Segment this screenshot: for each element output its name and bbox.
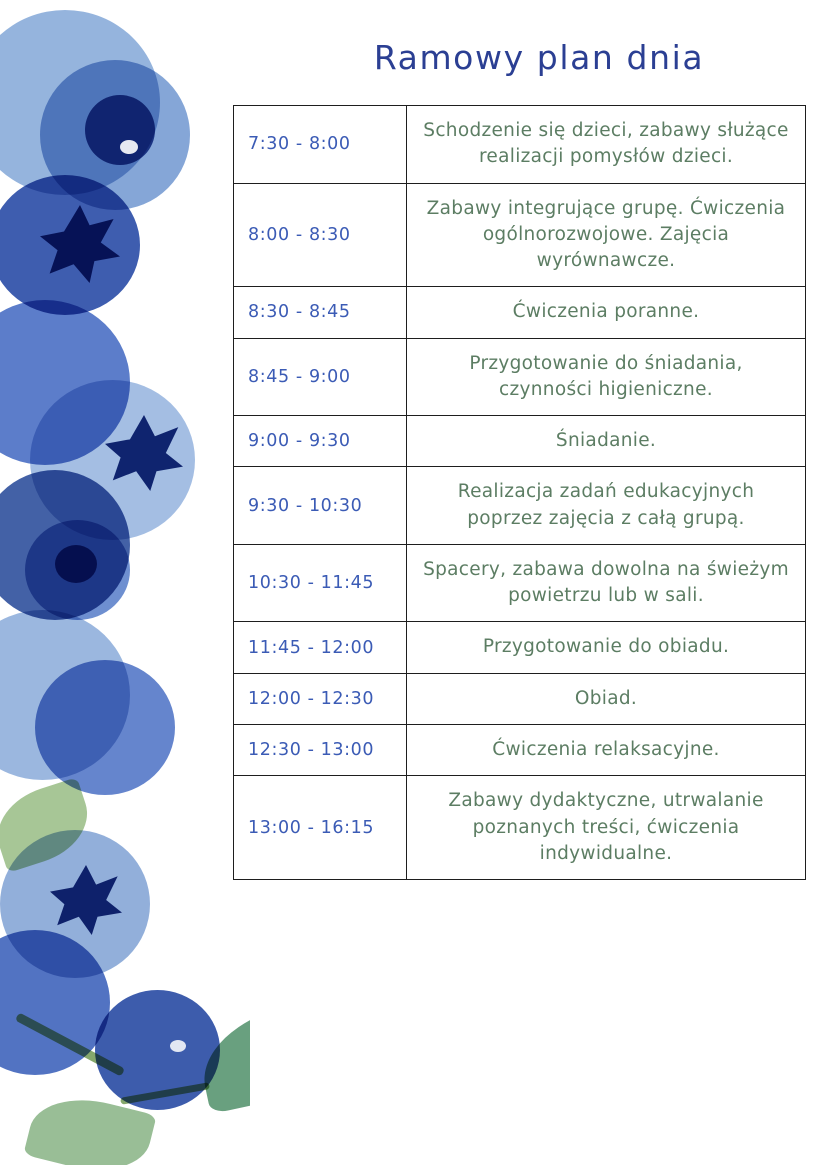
table-row (234, 673, 806, 724)
row-activity: Zabawy dydaktyczne, utrwalanie poznanych treści, ćwiczenia indywidualne. (407, 776, 806, 880)
leaf-green (23, 1087, 156, 1165)
row-activity: Zabawy integrujące grupę. Ćwiczenia ogólnorozwojowe. Zajęcia wyrównawcze. (407, 183, 806, 287)
row-activity: Spacery, zabawa dowolna na świeżym powietrzu lub w sali. (407, 544, 806, 622)
berry-dark (95, 990, 220, 1110)
table-row (234, 544, 806, 622)
leaf-green (0, 777, 98, 873)
berry-mid (35, 660, 175, 795)
table-row (234, 287, 806, 338)
berry-light (0, 830, 150, 978)
berry-highlight (120, 140, 138, 154)
daily-schedule-table (233, 105, 806, 880)
table-row (234, 724, 806, 775)
berry-dark (0, 470, 130, 620)
row-time: 12:00 - 12:30 (234, 673, 407, 724)
table-row (234, 416, 806, 467)
berry-light (30, 380, 195, 540)
stem (15, 1012, 125, 1076)
row-time: 8:00 - 8:30 (234, 183, 407, 287)
schedule-body (234, 106, 806, 880)
berry-mid (0, 300, 130, 465)
row-activity: Ćwiczenia poranne. (407, 287, 806, 338)
berry-dark (85, 95, 155, 165)
berry-highlight (170, 1040, 186, 1052)
table-row (234, 338, 806, 416)
row-time: 12:30 - 13:00 (234, 724, 407, 775)
row-activity: Przygotowanie do śniadania, czynności higieniczne. (407, 338, 806, 416)
row-activity: Śniadanie. (407, 416, 806, 467)
row-time: 9:00 - 9:30 (234, 416, 407, 467)
row-time: 13:00 - 16:15 (234, 776, 407, 880)
leaf-green (192, 996, 250, 1114)
berry-dark (55, 545, 97, 583)
page-title: Ramowy plan dnia (373, 38, 705, 77)
row-activity: Przygotowanie do obiadu. (407, 622, 806, 673)
table-row (234, 467, 806, 545)
row-time: 8:30 - 8:45 (234, 287, 407, 338)
table-row (234, 106, 806, 184)
berry-mid (25, 520, 130, 620)
berry-mid (0, 930, 110, 1075)
table-row (234, 776, 806, 880)
row-activity: Realizacja zadań edukacyjnych poprzez zajęcia z całą grupą. (407, 467, 806, 545)
berry-light (0, 10, 160, 195)
row-activity: Obiad. (407, 673, 806, 724)
berry-crown (40, 205, 120, 283)
row-time: 8:45 - 9:00 (234, 338, 407, 416)
stem (120, 1082, 210, 1105)
row-activity: Schodzenie się dzieci, zabawy służące realizacji pomysłów dzieci. (407, 106, 806, 184)
berry-crown (105, 415, 183, 491)
row-time: 10:30 - 11:45 (234, 544, 407, 622)
berry-light (0, 610, 130, 780)
berry-dark (0, 175, 140, 315)
berry-light (40, 60, 190, 210)
row-time: 11:45 - 12:00 (234, 622, 407, 673)
berry-crown (50, 865, 122, 935)
row-activity: Ćwiczenia relaksacyjne. (407, 724, 806, 775)
blueberry-decoration (0, 0, 250, 1165)
table-row (234, 183, 806, 287)
row-time: 9:30 - 10:30 (234, 467, 407, 545)
row-time: 7:30 - 8:00 (234, 106, 407, 184)
table-row (234, 622, 806, 673)
